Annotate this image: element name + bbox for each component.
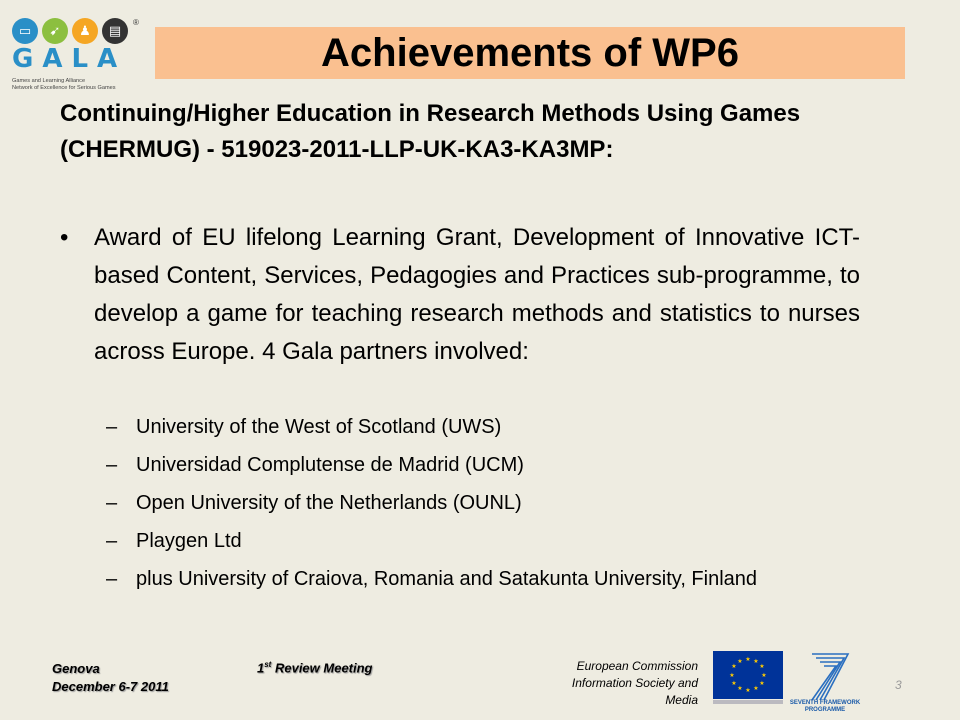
dash-marker: –	[106, 492, 118, 514]
rocket-icon: ➹	[42, 18, 68, 44]
svg-text:★: ★	[759, 680, 765, 687]
svg-text:★: ★	[737, 658, 743, 665]
svg-text:★: ★	[753, 685, 759, 692]
svg-text:★: ★	[729, 672, 735, 679]
fp7-caption-line1: SEVENTH FRAMEWORK	[789, 700, 861, 706]
logo-tagline-line2: Network of Excellence for Serious Games	[12, 84, 116, 91]
list-item	[106, 564, 906, 594]
project-heading: Continuing/Higher Education in Research Methods Using Games (CHERMUG) - 519023-2011-LLP-UK-KA3-KA3MP:	[60, 100, 801, 163]
dash-marker: –	[106, 416, 118, 438]
footer-meeting	[257, 660, 373, 675]
ec-line-1: European Commission	[576, 659, 698, 673]
partner-name: plus University of Craiova, Romania and Satakunta University, Finland	[136, 568, 758, 590]
computer-icon: ▭	[12, 18, 38, 44]
gala-logo	[8, 14, 138, 98]
eu-stars	[713, 651, 783, 699]
svg-text:★: ★	[759, 663, 765, 670]
partner-name: Universidad Complutense de Madrid (UCM)	[136, 454, 524, 476]
slide-title: Achievements of WP6	[321, 30, 739, 75]
partners-list	[106, 412, 906, 602]
list-item	[106, 412, 906, 442]
title-bar	[155, 27, 905, 79]
partner-name: Open University of the Netherlands (OUNL)	[136, 492, 522, 514]
svg-text:★: ★	[731, 663, 737, 670]
svg-text:★: ★	[737, 685, 743, 692]
partner-name: University of the West of Scotland (UWS)	[136, 416, 502, 438]
list-item	[106, 488, 906, 518]
logo-tagline-line1: Games and Learning Alliance	[12, 78, 86, 84]
registered-mark: ®	[133, 18, 139, 27]
meeting-ordinal: 1	[257, 660, 265, 676]
list-item	[106, 526, 906, 556]
footer-date: December 6-7 2011	[52, 679, 169, 694]
person-icon: ♟	[72, 18, 98, 44]
logo-wordmark: GALA	[12, 44, 127, 74]
meeting-label: Review Meeting	[271, 660, 373, 676]
book-icon: ▤	[102, 18, 128, 44]
svg-text:★: ★	[745, 656, 751, 663]
partner-name: Playgen Ltd	[136, 530, 242, 552]
ec-line-2: Information Society and	[571, 676, 698, 690]
footer-ec-text	[500, 658, 698, 709]
meeting-sup: st	[264, 660, 272, 669]
logo-tagline	[12, 78, 138, 92]
fp7-caption	[784, 700, 866, 714]
ec-line-3: Media	[665, 693, 698, 707]
dash-marker: –	[106, 454, 118, 476]
svg-text:★: ★	[745, 687, 751, 694]
footer-location	[52, 660, 169, 696]
dash-marker: –	[106, 530, 118, 552]
svg-text:★: ★	[753, 658, 759, 665]
footer-city: Genova	[52, 661, 100, 676]
main-bullet	[60, 219, 860, 371]
fp7-caption-line2: PROGRAMME	[804, 707, 846, 713]
dash-marker: –	[106, 568, 118, 590]
eu-flag-icon	[713, 651, 783, 699]
page-number: 3	[895, 678, 902, 692]
list-item	[106, 450, 906, 480]
fp7-seven-icon	[790, 650, 860, 702]
svg-text:★: ★	[731, 680, 737, 687]
bullet-text: Award of EU lifelong Learning Grant, Development of Innovative ICT-based Content, Services, Pedagogies and Practices sub-programme, to develop a game for teaching research methods and statistics to nurses across Europe. 4 Gala partners involved:	[94, 224, 860, 365]
svg-text:★: ★	[761, 672, 767, 679]
eu-flag-caption	[713, 700, 783, 704]
bullet-marker: •	[60, 224, 69, 251]
